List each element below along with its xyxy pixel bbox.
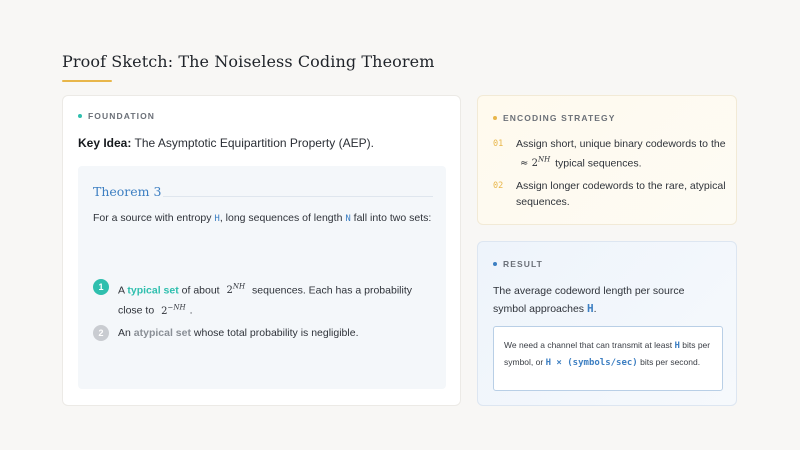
- math-base: 2: [226, 285, 233, 297]
- strat1-pre: Assign short, unique binary codewords to the: [516, 138, 726, 150]
- strat1-post: typical sequences.: [555, 157, 642, 170]
- foundation-label: [78, 111, 155, 121]
- note-pre: We need a channel that can transmit at least: [504, 340, 673, 350]
- math2-exp: −NH: [167, 303, 186, 312]
- math-2-nh: [227, 285, 246, 296]
- theorem-intro-part3: fall into two sets:: [353, 212, 432, 224]
- key-idea-prefix: Key Idea:: [78, 136, 132, 150]
- channel-note-box: [493, 326, 723, 391]
- theorem-intro-part2: , long sequences of length: [219, 212, 343, 224]
- item1-pre: A: [118, 284, 125, 297]
- result-label: [493, 259, 543, 269]
- math2-base: 2: [161, 305, 168, 317]
- list-number-1: 1: [93, 279, 109, 295]
- theorem-title: Theorem 3: [93, 184, 162, 199]
- math-exp: NH: [232, 283, 246, 291]
- math-base: 2: [531, 158, 538, 170]
- strategy-text: [516, 136, 726, 172]
- gold-dot-icon: [493, 116, 497, 120]
- strategy-label: [493, 113, 616, 123]
- result-card: [477, 241, 737, 406]
- key-idea-text: The Asymptotic Equipartition Property (AEP).: [134, 136, 374, 150]
- theorem-intro-part1: For a source with entropy: [93, 212, 212, 224]
- strategy-item-1: [493, 136, 726, 172]
- foundation-card: [62, 95, 461, 406]
- result-text: [493, 283, 718, 318]
- key-idea: [78, 136, 374, 150]
- strategy-label-text: ENCODING STRATEGY: [503, 113, 616, 123]
- item2-pre: An: [118, 327, 131, 339]
- var-h: H: [214, 214, 220, 224]
- math-2-neg-nh: [161, 303, 186, 317]
- title-underline: [62, 80, 112, 82]
- result-var-h: H: [586, 302, 594, 315]
- typical-set-highlight: typical set: [127, 284, 179, 297]
- theorem-divider: [163, 196, 433, 197]
- math-approx-2-nh: [520, 158, 550, 169]
- page-title: Proof Sketch: The Noiseless Coding Theorem: [62, 52, 435, 71]
- list-item-atypical: [93, 325, 423, 341]
- var-n: N: [345, 214, 351, 224]
- foundation-label-text: FOUNDATION: [88, 111, 156, 121]
- result-text-post: .: [593, 303, 597, 315]
- note-expression: H × (symbols/sec): [545, 358, 638, 368]
- approx-symbol: ≈: [520, 158, 529, 170]
- note-mid: bits per symbol, or: [504, 340, 711, 367]
- blue-dot-icon: [493, 262, 497, 266]
- theorem-box: [78, 166, 446, 389]
- theorem-intro: [93, 210, 433, 228]
- list-item-text: [118, 325, 423, 341]
- list-number-2: 2: [93, 325, 109, 341]
- atypical-set-highlight: atypical set: [133, 327, 191, 339]
- teal-dot-icon: [78, 114, 82, 118]
- strategy-number-01: 01: [493, 139, 504, 149]
- item1-post: sequences. Each has a probability close to: [118, 284, 412, 317]
- item1-mid: of about: [181, 284, 220, 297]
- strategy-item-2: [493, 178, 726, 210]
- encoding-strategy-card: [477, 95, 737, 225]
- note-post: bits per second.: [640, 357, 701, 367]
- item2-post: whose total probability is negligible.: [193, 327, 359, 339]
- result-text-pre: The average codeword length per source symbol approaches: [493, 285, 685, 315]
- strategy-number-02: 02: [493, 181, 504, 191]
- item1-end: .: [189, 304, 193, 317]
- list-item-typical: [93, 279, 423, 320]
- result-label-text: RESULT: [503, 259, 543, 269]
- list-item-text: [118, 279, 423, 320]
- note-var-h: H: [674, 341, 680, 351]
- math-exp: NH: [537, 156, 551, 164]
- strategy-text: Assign longer codewords to the rare, atypical sequences.: [516, 180, 726, 208]
